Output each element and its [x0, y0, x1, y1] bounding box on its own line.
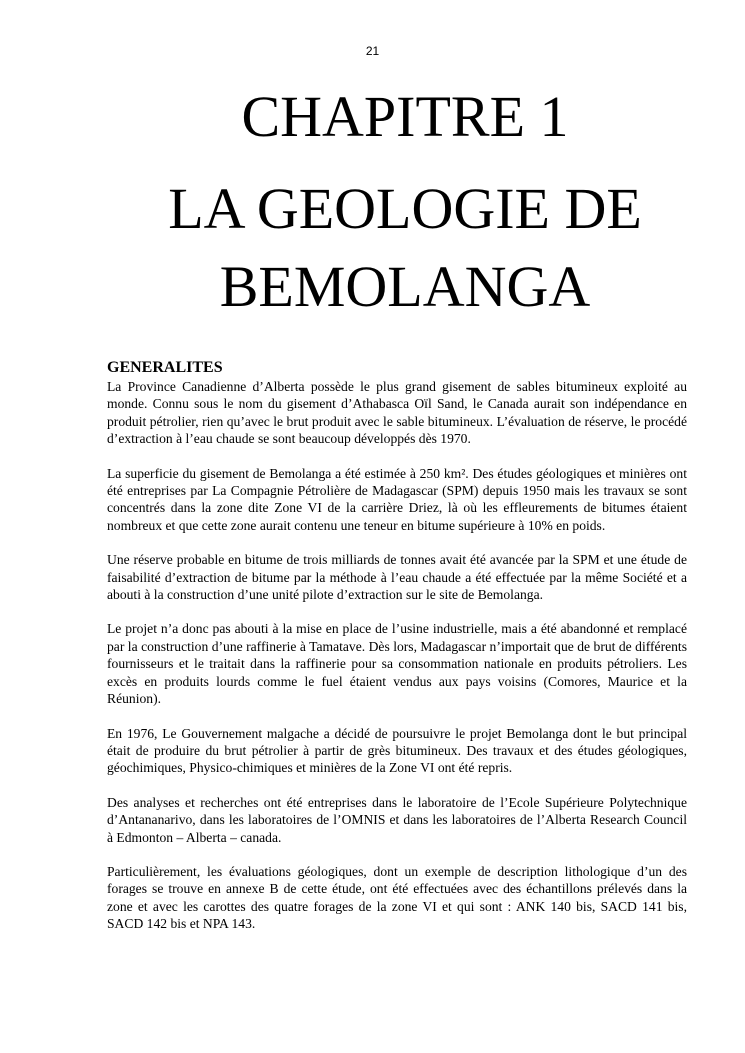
- paragraph-1: La Province Canadienne d’Alberta possède le plus grand gisement de sables bitumineux exploité au monde. Connu sous le nom du gisement d’Athabasca Oïl Sand, le Canada aurait son indépendance en produit pétrolier, rien qu’avec le brut produit avec le sable bitumineux. L’évaluation de réserve, le procédé d’extraction à l’eau chaude se sont beaucoup développés dès 1970.: [107, 379, 687, 447]
- document-body: [107, 358, 687, 950]
- paragraph-2: La superficie du gisement de Bemolanga a été estimée à 250 km². Des études géologiques et minières ont été entreprises par La Compagnie Pétrolière de Madagascar (SPM) depuis 1950 mais les travaux se sont concentrés dans la zone dite Zone VI de la carrière Driez, là où les effleurements de bitumes étaient nombreux et que cette zone aurait contenu une teneur en bitume supérieure à 10% en poids.: [107, 465, 687, 533]
- paragraph-7: Particulièrement, les évaluations géologiques, dont un exemple de description lithologique d’un des forages se trouve en annexe B de cette étude, ont été effectuées avec des échantillons prélevés dans la zone et avec les carottes des quatre forages de la zone VI et qui sont : ANK 140 bis, SACD 141 bis, SACD 142 bis et NPA 143.: [107, 863, 687, 932]
- page-number: 21: [365, 44, 380, 58]
- paragraph-6: Des analyses et recherches ont été entreprises dans le laboratoire de l’Ecole Supérieure Polytechnique d’Antananarivo, dans les laboratoires de l’OMNIS et dans les laboratoires de l’Alberta Research Council à Edmonton – Alberta – canada.: [107, 794, 687, 845]
- paragraph-4: Le projet n’a donc pas abouti à la mise en place de l’usine industrielle, mais a été abandonné et remplacé par la construction d’une raffinerie à Tamatave. Dès lors, Madagascar n’importait que de brut de différents fournisseurs et le traitait dans la raffinerie pour sa consommation nationale en produits pétroliers. Les excès en produits lourds comme le fuel étaient vendus aux pays voisins (Comores, Maurice et la Réunion).: [107, 621, 687, 707]
- chapter-title-line-3: BEMOLANGA: [219, 254, 591, 319]
- chapter-title-line-2: LA GEOLOGIE DE: [168, 176, 642, 241]
- section-heading: GENERALITES: [107, 359, 223, 376]
- chapter-title-line-1: CHAPITRE 1: [241, 84, 569, 149]
- paragraph-3: Une réserve probable en bitume de trois milliards de tonnes avait été avancée par la SPM et une étude de faisabilité d’extraction de bitume par la méthode à l’eau chaude a été effectuée par la même Société et a abouti à la construction d’une unité pilote d’extraction sur le site de Bemolanga.: [107, 552, 687, 603]
- paragraph-5: En 1976, Le Gouvernement malgache a décidé de poursuivre le projet Bemolanga dont le but principal était de produire du brut pétrolier à partir de grès bitumineux. Des travaux et des études géologiques, géochimiques, Physico-chimiques et minières de la Zone VI ont été repris.: [107, 725, 687, 776]
